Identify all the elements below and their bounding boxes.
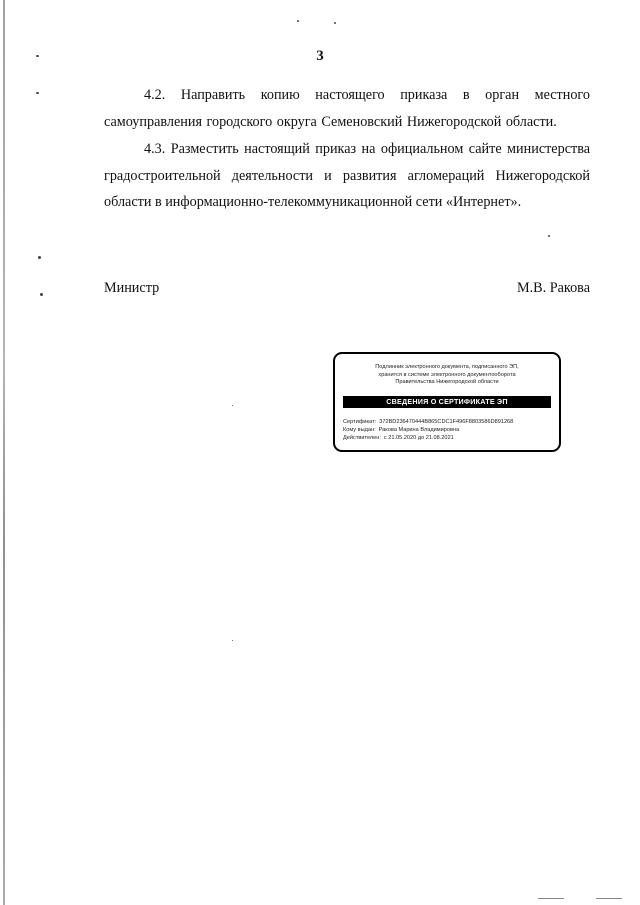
stamp-issued-row [343,427,555,435]
signatory-name: М.В. Ракова [517,280,590,296]
stamp-certificate-info [343,419,555,442]
scan-artifact-line [596,898,622,899]
scan-speck [232,640,233,641]
paragraph-number: 4.3. [144,141,166,157]
stamp-certificate-value: 372BD236470444B865CDC1F496F8803586D891268 [379,419,514,425]
stamp-label: Действителен: [343,434,381,441]
paragraph-text: Разместить настоящий приказ на официальном сайте министерства градостроительной деятельности и развития агломераций Нижегородской области в информационно-телекоммуникационной сети «Интернет». [104,141,591,210]
scan-speck [297,20,299,22]
electronic-signature-stamp [333,352,561,452]
stamp-valid-value: с 21.05.2020 до 21.08.2021 [383,434,454,441]
stamp-issued-value: Ракова Марина Владимировна [378,426,460,433]
scan-speck [36,92,39,94]
stamp-certificate-row [343,419,555,427]
signatory-title: Министр [104,280,160,296]
scan-speck [38,256,41,259]
stamp-label: Кому выдан: [343,426,376,433]
scan-speck [40,293,43,296]
scan-speck [334,22,336,24]
stamp-label: Сертификат: [343,419,377,425]
page-number: 3 [316,48,324,64]
stamp-header-line: Подлинник электронного документа, подписанного ЭП, [375,364,519,370]
stamp-header [341,364,553,387]
stamp-header-line: хранится в системе электронного документооборота [378,371,516,378]
paragraph-4-3 [104,136,590,216]
stamp-certificate-banner: СВЕДЕНИЯ О СЕРТИФИКАТЕ ЭП [343,396,551,408]
paragraph-text: Направить копию настоящего приказа в орган местного самоуправления городского округа Семеновский Нижегородской области. [104,87,590,130]
scan-artifact-line [538,898,564,899]
paragraph-number: 4.2. [144,87,166,103]
stamp-valid-row [343,435,555,443]
scan-edge-shadow [3,0,5,905]
paragraph-4-2 [104,82,590,135]
scan-speck [548,235,550,237]
stamp-header-line: Правительства Нижегородской области [395,379,499,386]
scan-speck [232,405,233,406]
